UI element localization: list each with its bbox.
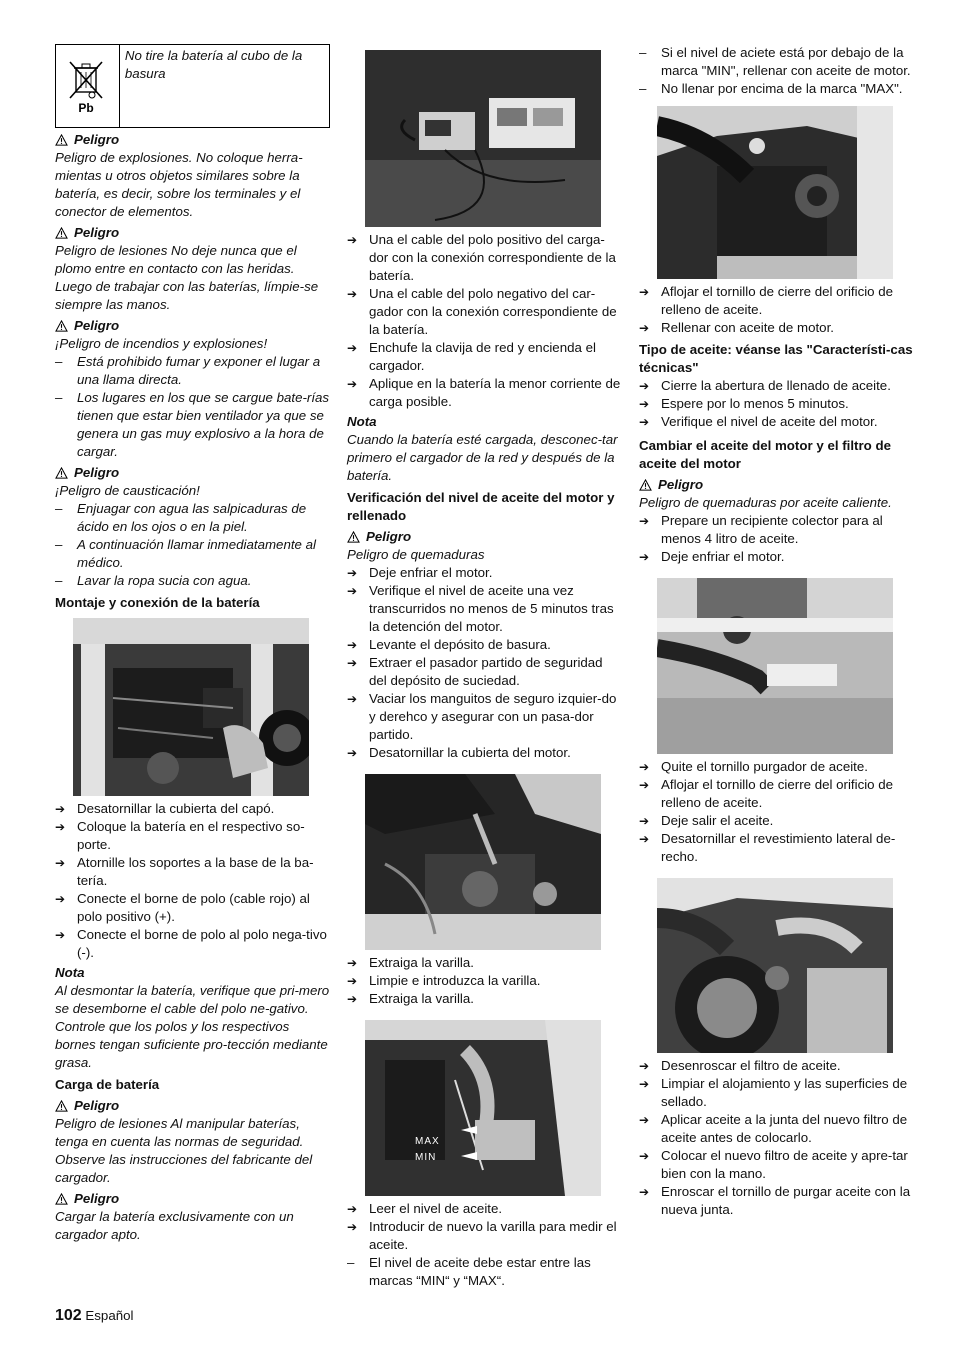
warning-text: Peligro de lesiones No deje nunca que el plomo entre en contacto con las heridas. Luego de trabajar con las baterías, límpie-se siempre las manos.: [55, 243, 319, 312]
warning-heading: Peligro: [55, 131, 330, 149]
step-item: ➔ Extraer el pasador partido de seguridad del depósito de suciedad.: [347, 655, 603, 688]
step-item: ➔ Verifique el nivel de aceite del motor.: [639, 414, 878, 429]
step-item: ➔ Deje enfriar el motor.: [639, 549, 785, 564]
note-text: Cuando la batería esté cargada, desconec-tar primero el cargador de la red y después de la batería.: [347, 432, 618, 483]
warning-text: Peligro de quemaduras por aceite caliente.: [639, 495, 892, 510]
step-item: ➔ Rellenar con aceite de motor.: [639, 320, 834, 335]
step-item: ➔ Conecte el borne de polo (cable rojo) al polo positivo (+).: [55, 891, 310, 924]
step-item: ➔ Introducir de nuevo la varilla para medir el aceite.: [347, 1219, 617, 1252]
list-item: – El nivel de aceite debe estar entre las marcas “MIN“ y “MAX“.: [347, 1255, 591, 1288]
step-item: ➔ Extraiga la varilla.: [347, 955, 474, 970]
warning-text: Cargar la batería exclusivamente con un cargador apto.: [55, 1209, 294, 1242]
column-3: [639, 44, 915, 1219]
warning-heading: Peligro: [347, 528, 623, 546]
step-item: ➔ Colocar el nuevo filtro de aceite y apre-tar bien con la mano.: [639, 1148, 908, 1181]
section-heading: Cambiar el aceite del motor y el filtro de aceite del motor: [639, 438, 891, 471]
step-item: ➔ Levante el depósito de basura.: [347, 637, 551, 652]
warning-triangle-icon: [347, 531, 360, 543]
section-heading: Carga de batería: [55, 1077, 160, 1092]
step-item: ➔ Deje enfriar el motor.: [347, 565, 493, 580]
list-item: – Enjuagar con agua las salpicaduras de ácido en los ojos o en la piel.: [55, 501, 307, 534]
list-item: – A continuación llamar inmediatamente al médico.: [55, 537, 316, 570]
step-item: ➔ Espere por lo menos 5 minutos.: [639, 396, 849, 411]
warning-triangle-icon: [639, 479, 652, 491]
step-item: ➔ Verifique el nivel de aceite una vez transcurridos no menos de 5 minutos tras la detención del motor.: [347, 583, 614, 634]
warning-heading: Peligro: [55, 464, 330, 482]
disposal-notice-box: [55, 44, 330, 128]
section-heading: Verificación del nivel de aceite del motor y rellenado: [347, 490, 615, 523]
step-item: ➔ Una el cable del polo positivo del carga-dor con la conexión correspondiente de la batería.: [347, 232, 616, 283]
page-number: 102: [55, 1307, 82, 1324]
list-item: – Los lugares en los que se cargue bate-rías tienen que estar bien ventilador ya que se genera un gas muy explosivo a la hora de cargar.: [55, 390, 330, 459]
warning-text: ¡Peligro de incendios y explosiones!: [55, 336, 268, 351]
battery-charger-photo: [365, 50, 601, 227]
warning-heading: Peligro: [55, 1097, 330, 1115]
min-mark-label: MIN: [415, 1152, 437, 1163]
step-item: ➔ Extraiga la varilla.: [347, 991, 474, 1006]
step-item: ➔ Atornille los soportes a la base de la ba-tería.: [55, 855, 314, 888]
warning-text: Peligro de quemaduras: [347, 547, 485, 562]
step-item: ➔ Vaciar los manguitos de seguro izquier-do y derehco y asegurar con un pasa-dor partido.: [347, 691, 617, 742]
step-item: ➔ Conecte el borne de polo al polo nega-tivo (-).: [55, 927, 327, 960]
note-text: Al desmontar la batería, verifique que pri-mero se desemborne el cable del polo ne-gativo. Controle que los polos y los respectivos bornes tengan suficiente pro-tección mediante grasa.: [55, 983, 330, 1070]
step-item: ➔ Leer el nivel de aceite.: [347, 1201, 503, 1216]
step-item: ➔ Limpiar el alojamiento y las superficies de sellado.: [639, 1076, 908, 1109]
step-item: ➔ Prepare un recipiente colector para al menos 4 litro de aceite.: [639, 513, 883, 546]
step-item: ➔ Aplicar aceite a la junta del nuevo filtro de aceite antes de colocarlo.: [639, 1112, 908, 1145]
step-item: ➔ Una el cable del polo negativo del car-gador con la conexión correspondiente de la batería.: [347, 286, 617, 337]
step-item: ➔ Deje salir el aceite.: [639, 813, 774, 828]
step-item: ➔ Desatornillar el revestimiento lateral de-recho.: [639, 831, 896, 864]
list-item: – No llenar por encima de la marca "MAX".: [639, 81, 903, 96]
warning-triangle-icon: [55, 134, 68, 146]
list-item: – Está prohibido fumar y exponer el lugar a una llama directa.: [55, 354, 321, 387]
step-item: ➔ Desatornillar la cubierta del capó.: [55, 801, 275, 816]
step-item: ➔ Limpie e introduzca la varilla.: [347, 973, 541, 988]
crossed-bin-icon: [56, 45, 120, 127]
engine-photo: [365, 774, 601, 950]
step-item: ➔ Desatornillar la cubierta del motor.: [347, 745, 571, 760]
footer-language: Español: [85, 1308, 134, 1323]
note-label: Nota: [55, 965, 85, 980]
step-item: ➔ Coloque la batería en el respectivo so-porte.: [55, 819, 305, 852]
dipstick-photo: [365, 1020, 601, 1196]
section-heading: Tipo de aceite: véanse las "Característi-cas técnicas": [639, 342, 913, 375]
step-item: ➔ Cierre la abertura de llenado de aceite.: [639, 378, 891, 393]
step-item: ➔ Enchufe la clavija de red y encienda el cargador.: [347, 340, 596, 373]
warning-triangle-icon: [55, 320, 68, 332]
column-2: [347, 44, 623, 1290]
warning-triangle-icon: [55, 1193, 68, 1205]
step-item: ➔ Aflojar el tornillo de cierre del orificio de relleno de aceite.: [639, 777, 894, 810]
list-item: – Si el nivel de aciete está por debajo de la marca "MIN", rellenar con aceite de motor.: [639, 45, 911, 78]
pb-symbol: Pb: [78, 101, 95, 115]
warning-triangle-icon: [55, 467, 68, 479]
warning-triangle-icon: [55, 227, 68, 239]
oil-drain-photo: [657, 578, 893, 754]
warning-heading: Peligro: [55, 317, 330, 335]
section-heading: Montaje y conexión de la batería: [55, 595, 260, 610]
battery-compartment-photo: [73, 618, 309, 796]
step-item: ➔ Enroscar el tornillo de purgar aceite con la nueva junta.: [639, 1184, 911, 1217]
max-mark-label: MAX: [415, 1136, 440, 1147]
column-1: [55, 44, 330, 1244]
warning-heading: Peligro: [55, 1190, 330, 1208]
warning-triangle-icon: [55, 1100, 68, 1112]
oil-filler-photo: [657, 106, 893, 279]
warning-heading: Peligro: [55, 224, 330, 242]
warning-heading: Peligro: [639, 476, 915, 494]
step-item: ➔ Desenroscar el filtro de aceite.: [639, 1058, 841, 1073]
step-item: ➔ Aplique en la batería la menor corriente de carga posible.: [347, 376, 621, 409]
list-item: – Lavar la ropa sucia con agua.: [55, 573, 252, 588]
warning-text: Peligro de lesiones Al manipular baterías, tenga en cuenta las normas de seguridad. Observe las instrucciones del fabricante del cargador.: [55, 1116, 313, 1185]
step-item: ➔ Quite el tornillo purgador de aceite.: [639, 759, 868, 774]
note-label: Nota: [347, 414, 377, 429]
step-item: ➔ Aflojar el tornillo de cierre del orificio de relleno de aceite.: [639, 284, 894, 317]
warning-text: ¡Peligro de causticación!: [55, 483, 200, 498]
oil-filter-photo: [657, 878, 893, 1053]
disposal-notice-text: No tire la batería al cubo de la basura: [124, 48, 303, 81]
warning-text: Peligro de explosiones. No coloque herra-mientas u otros objetos similares sobre la batería, es decir, sobre los terminales y el conector de elementos.: [55, 150, 303, 219]
page-footer: [55, 1307, 133, 1325]
